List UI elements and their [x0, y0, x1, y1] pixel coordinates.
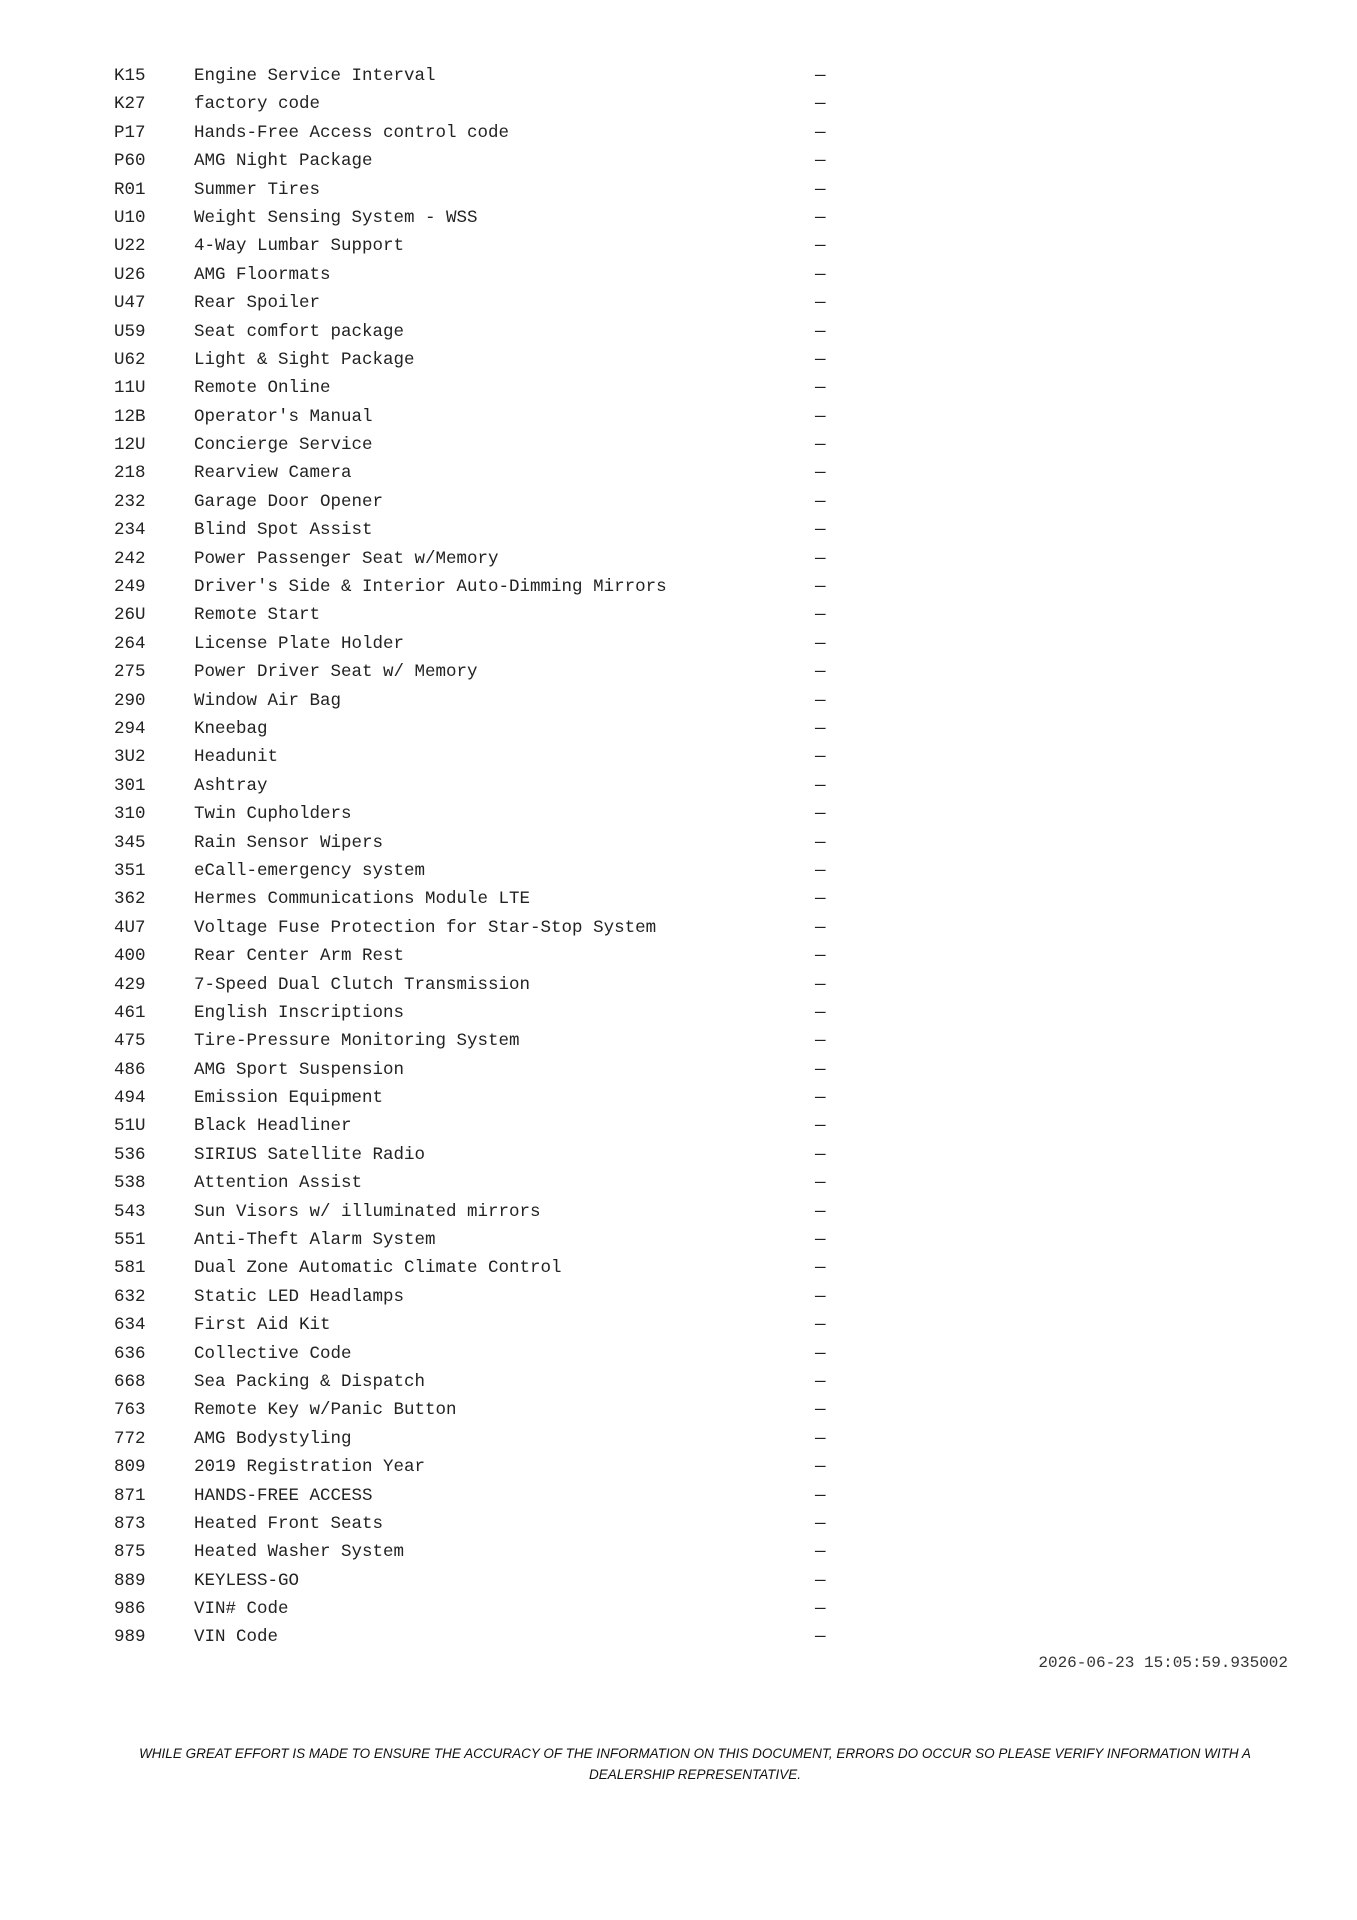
option-row: [114, 573, 834, 601]
option-description: 7-Speed Dual Clutch Transmission: [194, 974, 531, 995]
option-description: Blind Spot Assist: [194, 520, 373, 541]
option-code: 636: [114, 1343, 146, 1364]
option-row: [114, 914, 834, 942]
option-row: [114, 62, 834, 90]
option-code: 551: [114, 1230, 146, 1251]
option-value: —: [815, 1627, 826, 1648]
option-row: [114, 1396, 834, 1424]
option-code: R01: [114, 179, 146, 200]
option-code: 3U2: [114, 747, 146, 768]
option-value: —: [815, 832, 826, 853]
option-code: 345: [114, 832, 146, 853]
option-value: —: [815, 662, 826, 683]
option-code: 400: [114, 946, 146, 967]
option-row: [114, 772, 834, 800]
option-code: 889: [114, 1570, 146, 1591]
option-row: [114, 1027, 834, 1055]
option-code: 668: [114, 1371, 146, 1392]
option-code: 351: [114, 860, 146, 881]
option-description: Rear Spoiler: [194, 293, 321, 314]
option-code: 461: [114, 1002, 146, 1023]
option-value: —: [815, 151, 826, 172]
option-code: 986: [114, 1599, 146, 1620]
option-description: Operator's Manual: [194, 406, 373, 427]
option-code: 494: [114, 1088, 146, 1109]
option-row: [114, 176, 834, 204]
option-row: [114, 204, 834, 232]
option-code: P60: [114, 151, 146, 172]
option-description: Dual Zone Automatic Climate Control: [194, 1258, 562, 1279]
option-row: [114, 1510, 834, 1538]
option-description: Power Driver Seat w/ Memory: [194, 662, 478, 683]
option-code: 11U: [114, 378, 146, 399]
option-value: —: [815, 1144, 826, 1165]
option-row: [114, 1567, 834, 1595]
option-row: [114, 431, 834, 459]
option-value: —: [815, 1513, 826, 1534]
option-codes-list: [114, 62, 834, 1652]
option-value: —: [815, 577, 826, 598]
option-value: —: [815, 1201, 826, 1222]
option-row: [114, 1482, 834, 1510]
option-description: Kneebag: [194, 718, 268, 739]
option-value: —: [815, 1570, 826, 1591]
option-value: —: [815, 1400, 826, 1421]
option-code: 873: [114, 1513, 146, 1534]
option-value: —: [815, 1371, 826, 1392]
option-code: P17: [114, 122, 146, 143]
option-description: KEYLESS-GO: [194, 1570, 300, 1591]
option-row: [114, 90, 834, 118]
option-description: Attention Assist: [194, 1173, 363, 1194]
option-description: Driver's Side & Interior Auto-Dimming Mirrors: [194, 577, 667, 598]
option-value: —: [815, 605, 826, 626]
option-description: Sea Packing & Dispatch: [194, 1371, 426, 1392]
option-description: Tire-Pressure Monitoring System: [194, 1031, 520, 1052]
option-row: [114, 318, 834, 346]
option-value: —: [815, 491, 826, 512]
option-description: Engine Service Interval: [194, 66, 436, 86]
option-value: —: [815, 1173, 826, 1194]
option-description: Remote Key w/Panic Button: [194, 1400, 457, 1421]
accuracy-disclaimer: [120, 1743, 1270, 1785]
option-value: —: [815, 917, 826, 938]
option-description: Headunit: [194, 747, 279, 768]
option-code: 475: [114, 1031, 146, 1052]
option-value: —: [815, 1457, 826, 1478]
option-description: 2019 Registration Year: [194, 1457, 426, 1478]
option-row: [114, 1623, 834, 1651]
option-code: 26U: [114, 605, 146, 626]
option-value: —: [815, 520, 826, 541]
option-value: —: [815, 1286, 826, 1307]
option-description: Ashtray: [194, 775, 268, 796]
option-value: —: [815, 122, 826, 143]
option-code: 12B: [114, 406, 146, 427]
option-description: AMG Night Package: [194, 151, 373, 172]
option-description: Heated Front Seats: [194, 1513, 384, 1534]
option-row: [114, 800, 834, 828]
option-row: [114, 1198, 834, 1226]
option-value: —: [815, 889, 826, 910]
option-row: [114, 1169, 834, 1197]
option-value: —: [815, 321, 826, 342]
option-row: [114, 147, 834, 175]
option-row: [114, 630, 834, 658]
option-value: —: [815, 1258, 826, 1279]
option-description: Twin Cupholders: [194, 804, 352, 825]
option-row: [114, 1311, 834, 1339]
option-row: [114, 1340, 834, 1368]
option-row: [114, 971, 834, 999]
option-description: Remote Start: [194, 605, 321, 626]
option-value: —: [815, 1485, 826, 1506]
option-code: 486: [114, 1059, 146, 1080]
option-description: SIRIUS Satellite Radio: [194, 1144, 426, 1165]
option-description: 4-Way Lumbar Support: [194, 236, 405, 257]
option-description: Rain Sensor Wipers: [194, 832, 384, 853]
option-description: VIN Code: [194, 1627, 279, 1648]
option-value: —: [815, 435, 826, 456]
option-code: 871: [114, 1485, 146, 1506]
option-description: First Aid Kit: [194, 1315, 331, 1336]
option-value: —: [815, 1002, 826, 1023]
disclaimer-line-2: DEALERSHIP REPRESENTATIVE.: [588, 1767, 802, 1782]
option-row: [114, 232, 834, 260]
disclaimer-line-1: WHILE GREAT EFFORT IS MADE TO ENSURE THE ACCURACY OF THE INFORMATION ON THIS DOCUMENT, ERRORS DO OCCUR SO PLEASE VERIFY INFORMATION WITH A: [139, 1746, 1251, 1761]
option-value: —: [815, 974, 826, 995]
option-row: [114, 1453, 834, 1481]
option-description: Emission Equipment: [194, 1088, 384, 1109]
option-row: [114, 1283, 834, 1311]
option-description: Black Headliner: [194, 1116, 352, 1137]
option-description: English Inscriptions: [194, 1002, 405, 1023]
option-description: Remote Online: [194, 378, 331, 399]
option-value: —: [815, 378, 826, 399]
option-value: —: [815, 293, 826, 314]
option-code: U10: [114, 207, 146, 228]
option-value: —: [815, 804, 826, 825]
option-code: 875: [114, 1542, 146, 1563]
option-description: Garage Door Opener: [194, 491, 384, 512]
option-value: —: [815, 860, 826, 881]
option-code: 290: [114, 690, 146, 711]
option-code: 989: [114, 1627, 146, 1648]
option-value: —: [815, 946, 826, 967]
option-code: 538: [114, 1173, 146, 1194]
option-value: —: [815, 1116, 826, 1137]
option-description: eCall-emergency system: [194, 860, 426, 881]
option-code: 310: [114, 804, 146, 825]
option-value: —: [815, 207, 826, 228]
option-value: —: [815, 718, 826, 739]
option-code: U62: [114, 349, 146, 370]
option-code: 301: [114, 775, 146, 796]
option-code: U26: [114, 264, 146, 285]
option-value: —: [815, 1315, 826, 1336]
option-row: [114, 715, 834, 743]
option-value: —: [815, 1542, 826, 1563]
option-code: K15: [114, 66, 146, 86]
option-row: [114, 261, 834, 289]
option-description: Anti-Theft Alarm System: [194, 1230, 436, 1251]
option-description: Heated Washer System: [194, 1542, 405, 1563]
option-code: 809: [114, 1457, 146, 1478]
option-value: —: [815, 548, 826, 569]
option-row: [114, 1425, 834, 1453]
option-row: [114, 658, 834, 686]
option-code: 12U: [114, 435, 146, 456]
option-description: Power Passenger Seat w/Memory: [194, 548, 499, 569]
option-description: factory code: [194, 94, 321, 115]
option-row: [114, 857, 834, 885]
option-description: Static LED Headlamps: [194, 1286, 405, 1307]
option-row: [114, 545, 834, 573]
option-row: [114, 829, 834, 857]
option-row: [114, 1084, 834, 1112]
option-row: [114, 1368, 834, 1396]
option-description: HANDS-FREE ACCESS: [194, 1485, 373, 1506]
option-value: —: [815, 463, 826, 484]
option-code: 264: [114, 633, 146, 654]
option-code: 632: [114, 1286, 146, 1307]
option-value: —: [815, 349, 826, 370]
option-value: —: [815, 1343, 826, 1364]
option-description: Hands-Free Access control code: [194, 122, 510, 143]
option-row: [114, 1056, 834, 1084]
option-value: —: [815, 1059, 826, 1080]
option-code: U22: [114, 236, 146, 257]
option-value: —: [815, 94, 826, 115]
option-row: [114, 119, 834, 147]
option-code: 51U: [114, 1116, 146, 1137]
option-code: 581: [114, 1258, 146, 1279]
option-row: [114, 687, 834, 715]
option-value: —: [815, 179, 826, 200]
option-row: [114, 346, 834, 374]
option-value: —: [815, 690, 826, 711]
option-description: License Plate Holder: [194, 633, 405, 654]
option-code: U59: [114, 321, 146, 342]
option-code: 294: [114, 718, 146, 739]
option-description: Seat comfort package: [194, 321, 405, 342]
option-row: [114, 942, 834, 970]
option-code: 362: [114, 889, 146, 910]
option-row: [114, 289, 834, 317]
option-description: AMG Floormats: [194, 264, 331, 285]
option-code: 232: [114, 491, 146, 512]
option-value: —: [815, 1230, 826, 1251]
option-row: [114, 1538, 834, 1566]
option-code: 4U7: [114, 917, 146, 938]
option-description: Concierge Service: [194, 435, 373, 456]
option-description: Rear Center Arm Rest: [194, 946, 405, 967]
option-row: [114, 459, 834, 487]
option-row: [114, 488, 834, 516]
option-code: 218: [114, 463, 146, 484]
option-row: [114, 516, 834, 544]
option-value: —: [815, 406, 826, 427]
option-code: 242: [114, 548, 146, 569]
option-description: Window Air Bag: [194, 690, 342, 711]
option-code: 772: [114, 1428, 146, 1449]
option-value: —: [815, 1599, 826, 1620]
option-value: —: [815, 1088, 826, 1109]
option-code: 249: [114, 577, 146, 598]
option-description: Collective Code: [194, 1343, 352, 1364]
option-row: [114, 1141, 834, 1169]
option-code: K27: [114, 94, 146, 115]
option-row: [114, 1226, 834, 1254]
option-value: —: [815, 1031, 826, 1052]
option-row: [114, 885, 834, 913]
option-row: [114, 1112, 834, 1140]
option-description: AMG Sport Suspension: [194, 1059, 405, 1080]
option-description: Sun Visors w/ illuminated mirrors: [194, 1201, 541, 1222]
option-row: [114, 601, 834, 629]
option-value: —: [815, 747, 826, 768]
option-description: Hermes Communications Module LTE: [194, 889, 531, 910]
option-value: —: [815, 236, 826, 257]
option-code: U47: [114, 293, 146, 314]
option-description: Light & Sight Package: [194, 349, 415, 370]
option-row: [114, 743, 834, 771]
option-description: Summer Tires: [194, 179, 321, 200]
option-row: [114, 403, 834, 431]
option-code: 275: [114, 662, 146, 683]
option-row: [114, 1595, 834, 1623]
option-code: 763: [114, 1400, 146, 1421]
option-code: 536: [114, 1144, 146, 1165]
option-row: [114, 374, 834, 402]
option-value: —: [815, 264, 826, 285]
option-value: —: [815, 66, 826, 86]
option-code: 543: [114, 1201, 146, 1222]
option-description: VIN# Code: [194, 1599, 289, 1620]
option-value: —: [815, 633, 826, 654]
option-code: 634: [114, 1315, 146, 1336]
option-description: Voltage Fuse Protection for Star-Stop System: [194, 917, 657, 938]
option-row: [114, 1254, 834, 1282]
print-timestamp: 2026-06-23 15:05:59.935002: [1038, 1654, 1288, 1672]
option-value: —: [815, 1428, 826, 1449]
option-description: AMG Bodystyling: [194, 1428, 352, 1449]
option-row: [114, 999, 834, 1027]
option-description: Weight Sensing System - WSS: [194, 207, 478, 228]
option-code: 429: [114, 974, 146, 995]
option-description: Rearview Camera: [194, 463, 352, 484]
option-code: 234: [114, 520, 146, 541]
option-value: —: [815, 775, 826, 796]
